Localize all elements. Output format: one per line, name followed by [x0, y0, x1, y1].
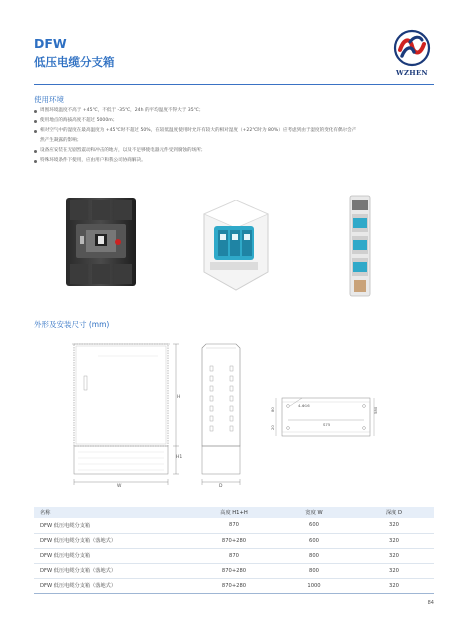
table-cell: DFW 低压电缆分支箱 [34, 548, 194, 563]
table-cell: 870 [194, 548, 274, 563]
table-cell: DFW 低压电缆分支箱（落地式） [34, 533, 194, 548]
dim-label-h: H [177, 395, 181, 400]
brand-logo-mark [388, 28, 436, 70]
table-cell: 800 [274, 548, 354, 563]
dim-label-hole: 4-Φ16 [298, 403, 310, 408]
table-cell: 800 [274, 563, 354, 578]
environment-heading: 使用环境 [34, 95, 64, 104]
dim-label-span: S75 [323, 422, 331, 427]
table-cell: 320 [354, 533, 434, 548]
product-model: DFW [34, 36, 67, 51]
table-cell: 320 [354, 563, 434, 578]
dim-label-w: W [117, 484, 122, 489]
front-view-drawing [58, 336, 186, 496]
page-number: 84 [427, 600, 434, 606]
column-header: 名称 [34, 507, 194, 518]
table-cell: 1000 [274, 578, 354, 593]
table-row [34, 533, 434, 548]
fuse-switch-photo [196, 200, 274, 292]
table-cell: DFW 低压电缆分支箱（落地式） [34, 563, 194, 578]
dim-label-20: 20 [270, 425, 275, 430]
environment-item: 设备应安装在无剧烈震动和冲击的地方，以及不足够使电器元件受到腐蚀的场所； [34, 146, 434, 156]
environment-item: 特殊环境条件下使用，应由用户和我公司协商解决。 [34, 156, 434, 166]
table-cell: 870 [194, 518, 274, 533]
header-divider [34, 84, 434, 85]
mounting-plan-drawing [268, 388, 380, 444]
table-cell: 320 [354, 578, 434, 593]
table-cell: 600 [274, 533, 354, 548]
brand-logo [388, 28, 436, 82]
table-row [34, 518, 434, 533]
environment-item-continuation: 然产生凝露的影响； [40, 138, 82, 143]
table-cell: 870+280 [194, 533, 274, 548]
table-header-row [34, 507, 434, 518]
environment-item: 相对空气中的湿度在最高温度为 +45℃时不超过 50%，在较低温度使用时允许有较大的相对湿度（+22℃时为 80%）应考虑到由于湿度的变化有偶尔会产 [34, 126, 434, 136]
dim-label-580: 580 [373, 406, 378, 414]
column-header: 宽度 W [274, 507, 354, 518]
environment-list [34, 106, 434, 166]
column-header: 深度 D [354, 507, 434, 518]
table-row [34, 548, 434, 563]
environment-item: 周围环境温度不高于 +45℃，不低于 -35℃，24h 的平均温度不得大于 35℃； [34, 106, 434, 116]
dimensions-heading: 外形及安装尺寸 (mm) [34, 320, 110, 329]
table-cell: DFW 低压电缆分支箱 [34, 518, 194, 533]
table-row [34, 563, 434, 578]
dim-label-d: D [219, 484, 223, 489]
environment-item: 使用地点的海拔高度不超过 5000m； [34, 116, 434, 126]
table-cell: 600 [274, 518, 354, 533]
table-cell: 320 [354, 518, 434, 533]
table-cell: 870+280 [194, 578, 274, 593]
brand-logo-text: WZHEN [396, 69, 428, 77]
spec-table [34, 507, 434, 594]
dim-label-h1: H1 [176, 455, 183, 460]
table-cell: 870+280 [194, 563, 274, 578]
circuit-breaker-photo [62, 196, 140, 288]
dim-label-80: 80 [270, 407, 275, 412]
product-title: 低压电缆分支箱 [34, 55, 115, 69]
side-view-drawing [194, 336, 250, 496]
strip-fuse-photo [340, 194, 380, 298]
table-cell: 320 [354, 548, 434, 563]
table-row [34, 578, 434, 593]
table-cell: DFW 低压电缆分支箱（落地式） [34, 578, 194, 593]
column-header: 高度 H1+H [194, 507, 274, 518]
